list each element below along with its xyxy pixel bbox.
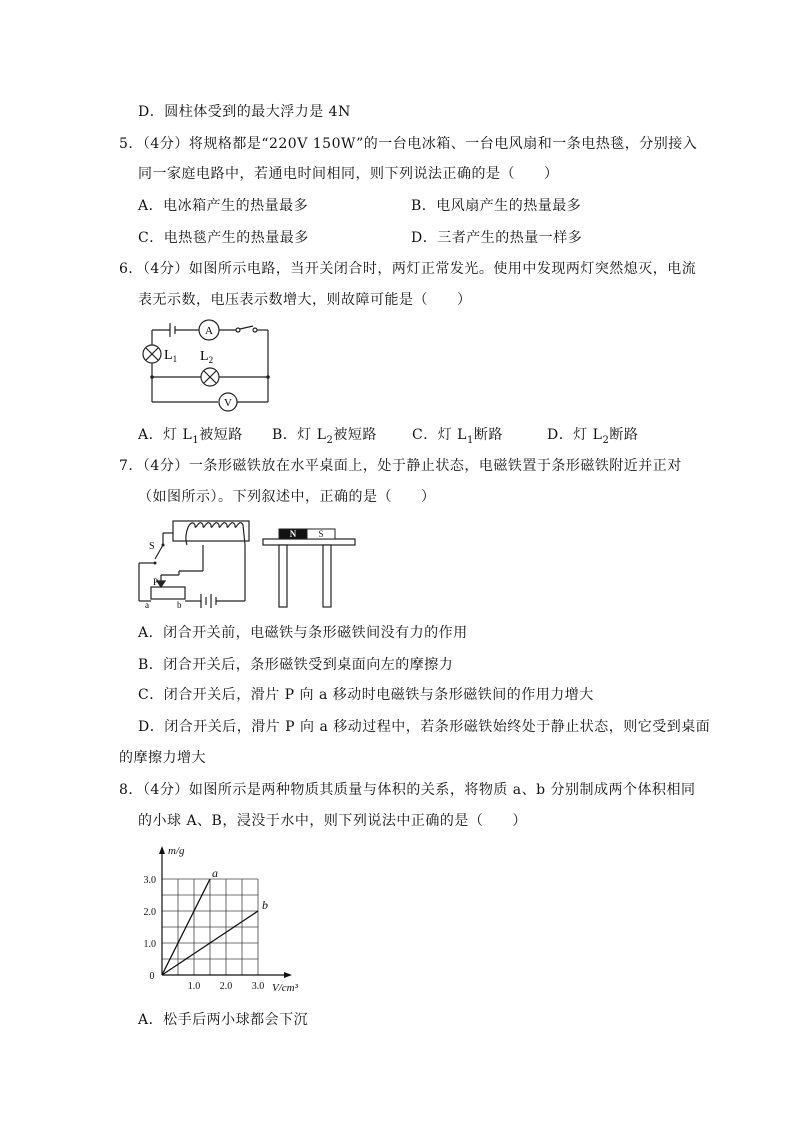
pole-s-label: S: [318, 529, 324, 539]
q5-option-c: C．电热毯产生的热量最多: [138, 230, 309, 246]
q7-option-d-line1: D．闭合开关后，滑片 P 向 a 移动过程中，若条形磁铁始终处于静止状态，则它受到桌面: [138, 719, 711, 735]
chart-axes: [159, 846, 292, 978]
y-axis-label: m/g: [168, 845, 185, 857]
x-axis-arrow: [284, 972, 292, 978]
q8-stem-line2: 的小球 A、B，浸没于水中，则下列说法中正确的是（ ）: [138, 813, 527, 829]
series-label-a: a: [212, 866, 218, 880]
q7-option-c: C．闭合开关后，滑片 P 向 a 移动时电磁铁与条形磁铁间的作用力增大: [138, 687, 594, 703]
q5-stem-line1: 5．（4分）将规格都是“220V 150W”的一台电冰箱、一台电风扇和一条电热毯，分别接入: [119, 136, 698, 152]
q7-stem-line2: （如图所示）。下列叙述中，正确的是（ ）: [138, 489, 436, 505]
q6-option-a: A．灯 $L_1$被短路: [138, 427, 243, 446]
chart-grid: [162, 879, 258, 975]
voltmeter-label: V: [224, 397, 232, 409]
q7-option-a: A．闭合开关前，电磁铁与条形磁铁间没有力的作用: [138, 625, 468, 641]
x-tick-label: 3.0: [251, 981, 265, 992]
lamp-l1-label: $L_1$: [164, 348, 178, 364]
q8-mass-volume-chart: [135, 840, 315, 1000]
q5-option-a: A．电冰箱产生的热量最多: [138, 198, 309, 214]
q6-circuit-diagram: [140, 318, 280, 412]
switch-contact-left: [236, 328, 240, 332]
switch-lever: [155, 545, 163, 559]
y-tick-label: 1.0: [143, 939, 156, 950]
x-axis-label: V/cm³: [272, 982, 298, 994]
q8-option-a: A．松手后两小球都会下沉: [138, 1012, 309, 1028]
ammeter-label: A: [205, 325, 213, 337]
switch-contact: [162, 544, 165, 547]
table-leg-right: [323, 545, 331, 607]
y-axis-arrow: [159, 846, 165, 854]
pole-n-label: N: [289, 529, 297, 539]
x-tick-label: 2.0: [219, 981, 233, 992]
q7-option-b: B．闭合开关后，条形磁铁受到桌面向左的摩擦力: [138, 657, 454, 673]
q4-option-d: D．圆柱体受到的最大浮力是 4N: [138, 104, 351, 120]
origin-label: 0: [149, 971, 155, 982]
table-top: [263, 539, 355, 545]
q7-electromagnet-diagram: [133, 515, 363, 615]
table-leg-left: [279, 545, 287, 607]
q5-stem-line2: 同一家庭电路中，若通电时间相同，则下列说法正确的是（ ）: [138, 166, 559, 182]
switch-label: S: [149, 541, 155, 552]
q6-stem-line2: 表无示数，电压表示数增大，则故障可能是（ ）: [138, 292, 472, 308]
y-tick-label: 2.0: [143, 907, 156, 918]
slider-label: P: [153, 577, 159, 587]
rheostat-body: [151, 587, 185, 599]
y-tick-label: 3.0: [143, 875, 156, 886]
switch-contact-right: [253, 328, 257, 332]
q6-option-b: B．灯 $L_2$被短路: [272, 427, 377, 446]
q6-option-c: C．灯 $L_1$断路: [412, 427, 503, 446]
lamp-l2-label: $L_2$: [200, 349, 214, 365]
q7-stem-line1: 7．（4分）一条形磁铁放在水平桌面上，处于静止状态，电磁铁置于条形磁铁附近并正对: [119, 458, 682, 474]
end-a-label: a: [145, 600, 149, 610]
switch-lever: [240, 326, 253, 329]
q6-option-d: D．灯 $L_2$断路: [547, 427, 639, 446]
end-b-label: b: [177, 600, 182, 610]
q5-option-d: D．三者产生的热量一样多: [411, 230, 583, 246]
q7-option-d-line2: 的摩擦力增大: [119, 750, 206, 766]
q5-option-b: B．电风扇产生的热量最多: [411, 198, 582, 214]
series-label-b: b: [262, 898, 268, 912]
switch-contact: [154, 562, 157, 565]
q6-stem-line1: 6．（4分）如图所示电路，当开关闭合时，两灯正常发光。使用中发现两灯突然熄灭，电流: [119, 261, 697, 277]
x-tick-label: 1.0: [187, 981, 201, 992]
junction-dot: [266, 375, 270, 379]
q8-stem-line1: 8．（4分）如图所示是两种物质其质量与体积的关系，将物质 a、b 分别制成两个体积相同: [119, 782, 696, 798]
junction-dot: [150, 375, 154, 379]
